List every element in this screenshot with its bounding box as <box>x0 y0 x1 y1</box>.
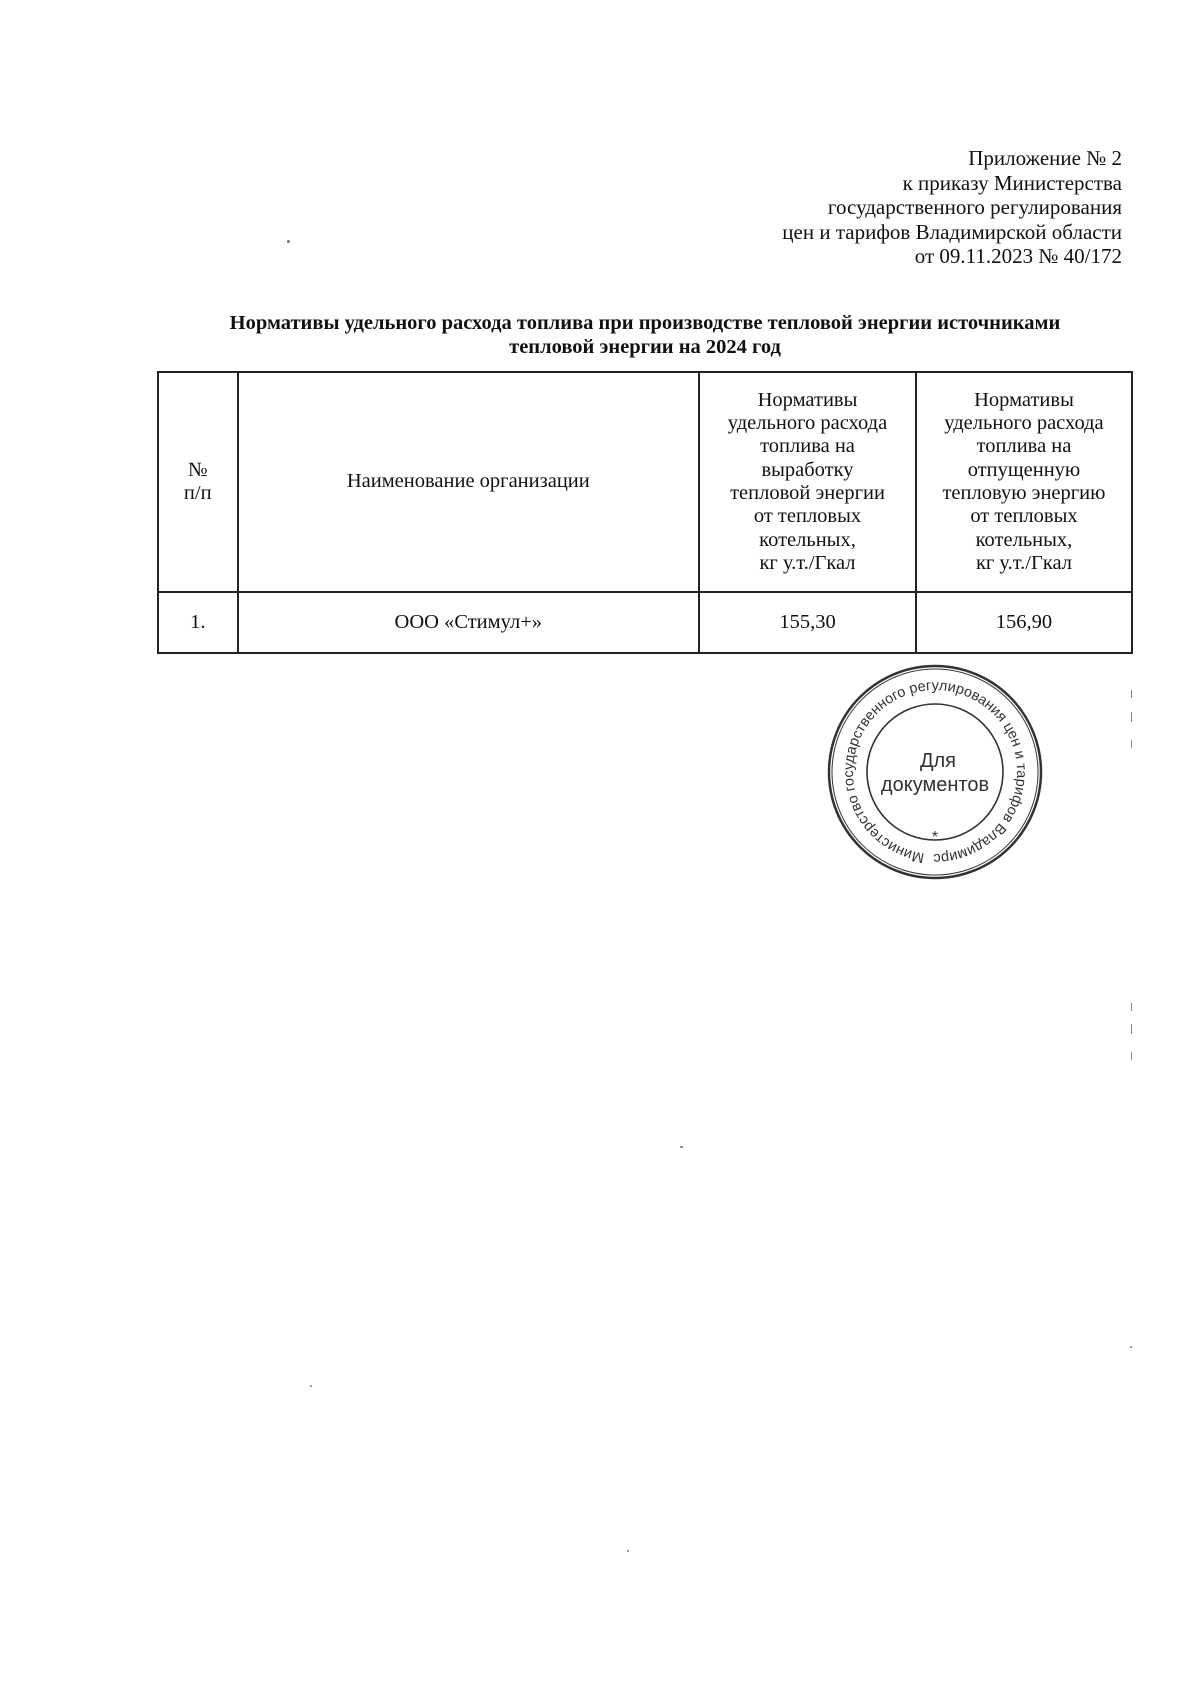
document-title <box>150 311 1140 359</box>
row-production-value: 155,30 <box>699 592 916 653</box>
scan-speck <box>310 1385 312 1387</box>
header-supplied-line: кг у.т./Гкал <box>975 551 1073 574</box>
title-line-2: тепловой энергии на 2024 год <box>509 336 781 358</box>
header-supplied-line: от тепловых <box>970 505 1078 528</box>
header-production-line: от тепловых <box>753 505 862 528</box>
scan-speck <box>1130 1346 1132 1348</box>
scan-mark <box>1131 690 1132 698</box>
header-production-line: удельного расхода <box>727 412 888 435</box>
seal-star: * <box>931 829 939 846</box>
official-seal <box>825 662 1045 882</box>
appendix-block <box>782 146 1122 269</box>
appendix-line-5: от 09.11.2023 № 40/172 <box>914 244 1122 268</box>
header-supplied-line: топлива на <box>976 435 1072 458</box>
header-production-line: котельных, <box>759 528 856 551</box>
header-production-line: кг у.т./Гкал <box>759 551 856 574</box>
appendix-line-2: к приказу Министерства <box>902 170 1122 195</box>
title-line-1: Нормативы удельного расхода топлива при производстве тепловой энергии источниками <box>229 312 1061 334</box>
row-supplied-value: 156,90 <box>916 592 1132 653</box>
table-row <box>158 592 1132 653</box>
header-organization: Наименование организации <box>238 372 700 592</box>
header-production-line: тепловой энергии <box>730 482 885 504</box>
header-supplied-line: тепловую энергию <box>942 482 1106 504</box>
header-supplied-line: удельного расхода <box>944 412 1104 435</box>
scan-speck <box>680 1146 683 1148</box>
scan-mark <box>1131 1052 1132 1060</box>
seal-outer-ring <box>829 666 1041 878</box>
scan-mark <box>1131 1003 1132 1011</box>
header-production-line: выработку <box>761 458 854 481</box>
header-number-line: № <box>187 458 208 481</box>
seal-center-line-1: Для <box>919 750 957 772</box>
appendix-line-3: государственного регулирования <box>827 195 1122 219</box>
header-production-line: Нормативы <box>757 388 858 411</box>
seal-center-line-2: документов <box>880 774 990 796</box>
header-supplied-line: Нормативы <box>974 388 1074 411</box>
scan-speck <box>627 1550 629 1552</box>
table-header-row <box>158 372 1132 592</box>
header-number <box>158 372 238 592</box>
row-number: 1. <box>158 592 238 653</box>
header-production-line: топлива на <box>760 435 855 458</box>
scan-speck <box>287 240 290 243</box>
seal-graphic <box>825 662 1045 882</box>
scan-mark <box>1131 712 1132 722</box>
header-production-norm <box>699 372 916 592</box>
scan-mark <box>1131 1024 1132 1034</box>
appendix-line-1: Приложение № 2 <box>968 146 1122 170</box>
seal-ring-text: Министерство государственного регулирования цен и тарифов Владимирс <box>840 677 1030 867</box>
header-supplied-line: котельных, <box>975 528 1073 551</box>
row-organization: ООО «Стимул+» <box>238 592 700 653</box>
header-supplied-line: отпущенную <box>967 458 1081 481</box>
header-number-line: п/п <box>183 482 212 504</box>
scan-mark <box>1131 740 1132 748</box>
seal-inner-ring <box>867 704 1003 840</box>
norms-table <box>157 371 1133 654</box>
appendix-line-4: цен и тарифов Владимирской области <box>782 219 1122 244</box>
header-supplied-norm <box>916 372 1132 592</box>
